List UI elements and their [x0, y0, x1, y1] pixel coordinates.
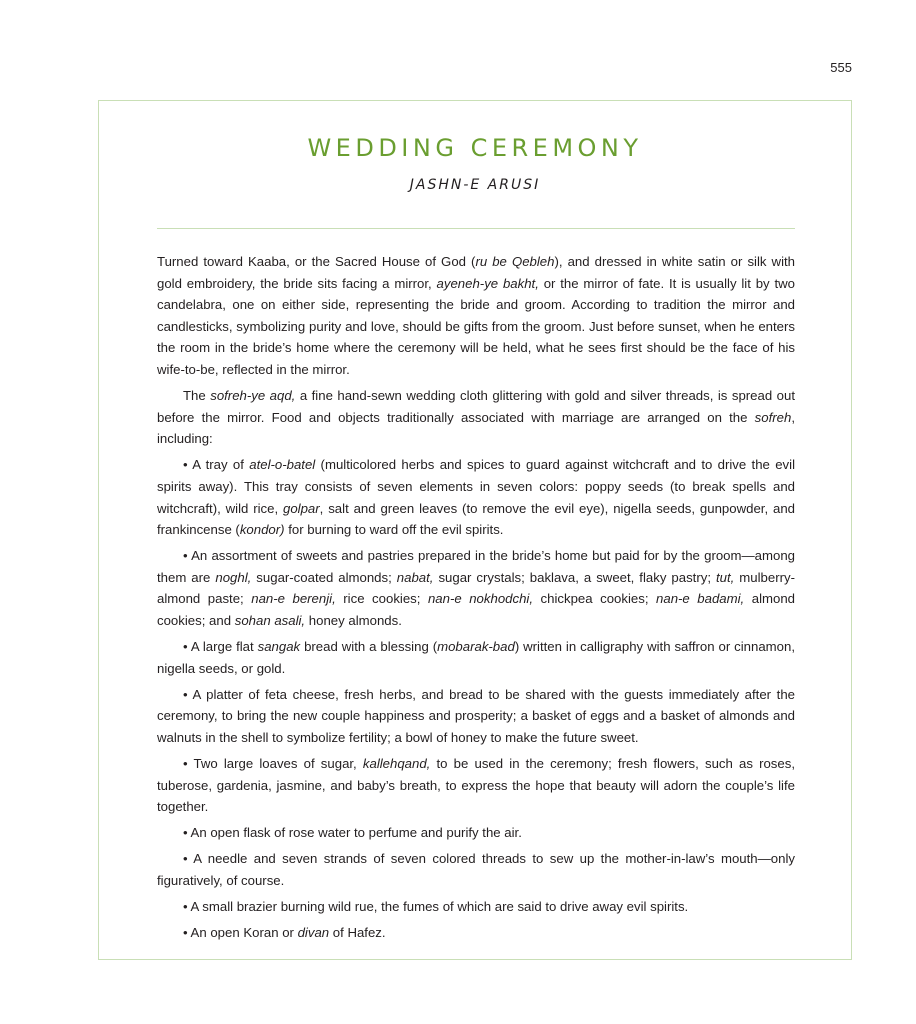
page-number: 555	[830, 60, 852, 75]
italic-term: kallehqand,	[362, 756, 431, 772]
text-run: a fine hand-sewn wedding cloth glittering with gold and silver threads, is spread out before the mirror. Food and objects traditionally associated with marriage are arranged on the	[157, 388, 795, 425]
list-item	[157, 636, 795, 679]
italic-term: golpar	[283, 500, 320, 516]
italic-term: sangak	[257, 639, 301, 655]
italic-term: tut,	[715, 569, 735, 585]
text-run: The	[183, 388, 211, 404]
text-run: to be used in the ceremony; fresh flowers, such as roses, tuberose, gardenia, jasmine, and baby’s breath, to express the hope that beauty will adorn the couple’s life together.	[157, 756, 795, 815]
list-item	[157, 454, 795, 540]
title-divider	[157, 228, 795, 229]
body-text	[157, 251, 795, 948]
italic-term: ru be Qebleh	[475, 254, 555, 269]
text-run: of Hafez.	[329, 925, 386, 941]
italic-term: divan	[297, 925, 330, 941]
text-run: chickpea cookies;	[533, 591, 657, 607]
italic-term: sofreh-ye aqd,	[210, 388, 296, 404]
text-run: , including:	[157, 409, 795, 447]
italic-term: atel-o-batel	[249, 457, 316, 473]
text-run: mulberry-almond paste;	[157, 569, 795, 607]
text-run: • Two large loaves of sugar,	[183, 756, 363, 772]
text-run: • A small brazier burning wild rue, the fumes of which are said to drive away evil spirits.	[183, 899, 689, 915]
list-item	[157, 896, 795, 918]
text-run: Turned toward Kaaba, or the Sacred House of God (	[157, 254, 476, 269]
text-run: or the mirror of fate. It is usually lit by two candelabra, one on either side, representing the bride and groom. According to tradition the mirror and candlesticks, symbolizing purity and love, should be gifts from the groom. Just before sunset, when he enters the room in the bride’s home where the ceremony will be held, what he sees first should be the face of his wife-to-be, reflected in the mirror.	[157, 275, 795, 377]
list-item	[157, 545, 795, 631]
content-frame	[98, 100, 852, 960]
text-run: (multicolored herbs and spices to guard against witchcraft and to drive the evil spirits away). This tray consists of seven elements in seven colors: poppy seeds (to break spells and witchcraft), wild rice,	[157, 457, 795, 516]
italic-term: mobarak-bad	[437, 639, 515, 655]
paragraph	[157, 385, 795, 450]
text-run: • A platter of feta cheese, fresh herbs, and bread to be shared with the guests immediately after the ceremony, to bring the new couple happiness and prosperity; a basket of eggs and a basket of almonds and walnuts in the shell to symbolize fertility; a bowl of honey to make the future sweet.	[157, 686, 795, 745]
text-run: bread with a blessing (	[300, 639, 438, 655]
text-run: sugar-coated almonds;	[251, 569, 397, 585]
italic-term: nan-e berenji,	[251, 591, 336, 607]
text-run: for burning to ward off the evil spirits.	[284, 522, 504, 538]
text-run: • An open flask of rose water to perfume and purify the air.	[183, 825, 522, 841]
page-title: WEDDING CEREMONY	[307, 134, 643, 162]
list-item	[157, 753, 795, 818]
paragraph	[157, 251, 795, 381]
text-run: • An assortment of sweets and pastries prepared in the bride’s home but paid for by the groom—among them are	[157, 548, 795, 585]
italic-term: ayeneh-ye bakht,	[436, 275, 539, 291]
text-run: rice cookies;	[335, 591, 428, 607]
text-run: • An open Koran or	[183, 925, 298, 941]
italic-term: nan-e nokhodchi,	[427, 591, 534, 607]
text-run: almond cookies; and	[157, 591, 795, 628]
text-run: , salt and green leaves (to remove the evil eye), nigella seeds, gunpowder, and frankincense (	[157, 500, 795, 538]
italic-term: sofreh	[754, 409, 792, 425]
italic-term: kondor)	[239, 522, 285, 538]
list-item	[157, 684, 795, 749]
list-item	[157, 822, 795, 844]
list-item	[157, 848, 795, 891]
text-run: • A tray of	[183, 457, 250, 473]
italic-term: nabat,	[396, 569, 434, 585]
italic-term: sohan asali,	[234, 613, 306, 628]
text-run: • A large flat	[183, 639, 258, 655]
text-run: ) written in calligraphy with saffron or cinnamon, nigella seeds, or gold.	[157, 639, 795, 676]
text-run: • A needle and seven strands of seven colored threads to sew up the mother-in-law’s mouth—only figuratively, of course.	[157, 851, 795, 889]
italic-term: nan-e badami,	[656, 591, 745, 607]
list-item	[157, 922, 795, 944]
text-run: sugar crystals; baklava, a sweet, flaky pastry;	[433, 569, 716, 585]
text-run: honey almonds.	[305, 613, 402, 628]
text-run: ), and dressed in white satin or silk with gold embroidery, the bride sits facing a mirror,	[157, 254, 795, 291]
page-subtitle: JASHN-E ARUSI	[409, 177, 541, 193]
italic-term: noghl,	[215, 569, 252, 585]
